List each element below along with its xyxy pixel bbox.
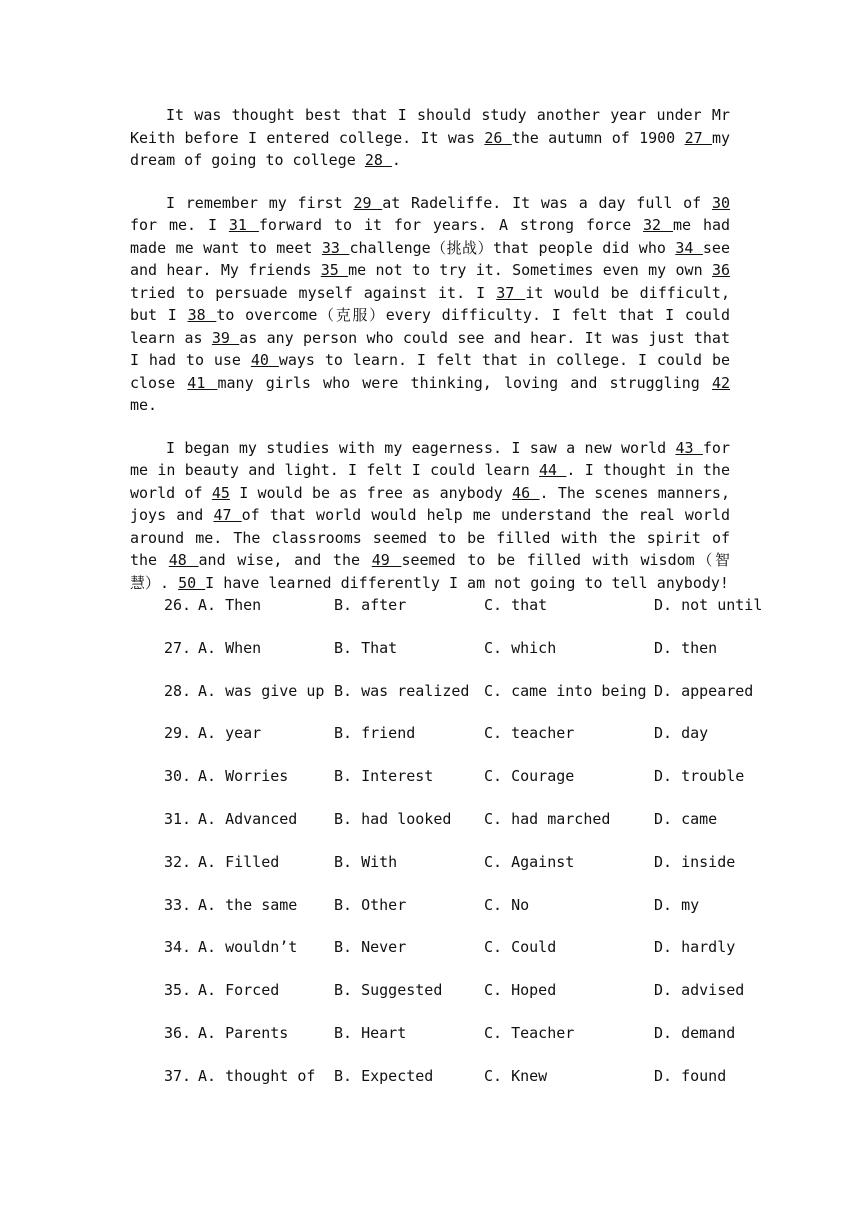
blank-41: 41 [187,373,218,392]
blank-37: 37 [496,283,526,302]
question-number: 36. [164,1023,192,1042]
question-row [164,894,730,937]
blank-43: 43 [675,438,703,457]
option-a: A. Then [198,596,262,614]
blank-34: 34 [675,238,703,257]
blank-27: 27 [684,128,712,147]
paragraph-2 [130,192,730,417]
question-row [164,1022,736,1065]
question-row [164,594,763,637]
option-c: C. Courage [484,767,575,786]
option-c: C. had marched [484,809,611,828]
option-a: A. year [198,724,262,743]
passage-text: at Radeliffe. It was a day full of [382,193,712,212]
option-b: B. after [334,596,407,614]
option-d: D. trouble [654,767,745,786]
option-c: C. that [484,596,548,614]
blank-48: 48 [168,551,199,569]
blank-33: 33 [321,238,350,257]
blank-31: 31 [228,216,259,234]
blank-39: 39 [211,328,240,347]
question-number: 31. [164,809,192,828]
blank-50: 50 [178,573,206,592]
option-a: A. the same [198,895,298,914]
passage-text: the autumn of 1900 [511,128,685,147]
question-number: 26. [164,596,192,614]
question-row [164,680,754,723]
question-row [164,765,745,808]
blank-26: 26 [484,128,512,147]
blank-42: 42 [711,373,730,392]
passage-text: I would be as free as anybody [229,483,513,502]
paragraph-1 [130,104,730,172]
passage-text: . The scenes manners, joys and [130,483,730,524]
question-row [164,979,745,1022]
passage-text: as any person who could see and hear. It was just that I had to use [130,328,730,369]
option-b: B. With [334,852,398,871]
option-a: A. was give up [198,681,325,700]
option-c: C. No [484,895,530,914]
passage-text: me not to try it. Sometimes even my own [348,261,712,279]
passage-text: seemed to be filled with wisdom（智慧）. [130,551,730,592]
question-number: 32. [164,852,192,871]
option-a: A. Forced [198,981,280,1000]
passage-text: of that world would help me understand the real world around me. The classrooms seemed to be filled with the spirit of the [130,506,731,569]
option-c: C. came into being [484,681,647,700]
blank-30: 30 [711,193,730,212]
passage [130,104,730,614]
passage-text: my dream of going to college [130,128,731,169]
option-a: A. thought of [198,1066,316,1085]
option-a: A. Parents [198,1023,289,1042]
option-a: A. When [198,638,262,657]
option-b: B. Suggested [334,981,443,1000]
option-d: D. then [654,638,718,657]
question-row [164,851,736,894]
passage-text: many girls who were thinking, loving and struggling [217,373,712,392]
option-b: B. was realized [334,681,470,700]
passage-text: I remember my first [166,193,354,212]
option-a: A. wouldn’t [198,938,298,957]
question-number: 34. [164,938,192,957]
option-b: B. Heart [334,1023,407,1042]
passage-text: me had made me want to meet [130,216,731,257]
option-d: D. demand [654,1023,736,1042]
blank-38: 38 [187,306,217,324]
option-c: C. Hoped [484,981,557,1000]
option-c: C. Could [484,938,557,957]
passage-text: I have learned differently I am not going to tell anybody! [205,573,729,592]
option-d: D. appeared [654,681,754,700]
option-c: C. Teacher [484,1023,575,1042]
option-a: A. Worries [198,767,289,786]
passage-text: . I thought in the world of [130,461,730,502]
passage-text: ways to learn. I felt that in college. I could be close [130,351,731,392]
option-c: C. which [484,638,557,657]
passage-text: for me. I [130,216,229,234]
passage-text: for me in beauty and light. I felt I could learn [130,438,730,479]
question-row [164,1065,730,1108]
option-b: B. had looked [334,809,452,828]
passage-text: and wise, and the [198,551,372,569]
blank-47: 47 [213,506,242,524]
blank-32: 32 [643,216,673,234]
option-d: D. found [654,1066,727,1085]
paragraph-3 [130,437,730,595]
question-number: 27. [164,638,192,657]
option-d: D. day [654,724,709,743]
passage-text: me. [130,396,158,414]
blank-40: 40 [250,351,279,369]
question-number: 37. [164,1066,192,1085]
question-number: 29. [164,724,192,743]
option-b: B. Other [334,895,407,914]
question-row [164,722,730,765]
passage-text: . [391,151,401,169]
blank-28: 28 [364,151,392,169]
question-row [164,936,736,979]
blank-35: 35 [320,261,349,279]
question-number: 35. [164,981,192,1000]
option-b: B. friend [334,724,416,743]
option-d: D. not until [654,596,763,614]
blank-49: 49 [371,551,402,569]
blank-45: 45 [211,483,230,502]
blank-29: 29 [353,193,383,212]
option-a: A. Filled [198,852,280,871]
option-c: C. teacher [484,724,575,743]
question-number: 30. [164,767,192,786]
passage-text: challenge（挑战）that people did who [349,238,676,257]
option-a: A. Advanced [198,809,298,828]
option-d: D. my [654,895,700,914]
option-d: D. advised [654,981,745,1000]
option-d: D. inside [654,852,736,871]
passage-text: see and hear. My friends [130,238,730,279]
option-c: C. Against [484,852,575,871]
option-d: D. came [654,809,718,828]
passage-text: I began my studies with my eagerness. I saw a new world [166,438,676,457]
question-row [164,808,730,851]
passage-text: tried to persuade myself against it. I [130,283,497,302]
option-b: B. That [334,638,398,657]
option-b: B. Interest [334,767,434,786]
passage-text: it would be difficult, but I [130,283,730,324]
passage-text: It was thought best that I should study another year under Mr Keith before I entered college. It was [130,106,730,147]
question-number: 33. [164,895,192,914]
passage-text: forward to it for years. A strong force [258,216,644,234]
option-c: C. Knew [484,1066,548,1085]
option-b: B. Expected [334,1066,434,1085]
question-row [164,637,730,680]
passage-text: to overcome（克服）every difficulty. I felt that I could learn as [130,306,731,347]
question-number: 28. [164,681,192,700]
blank-46: 46 [512,483,540,502]
options-list [164,594,763,1108]
option-b: B. Never [334,938,407,957]
option-d: D. hardly [654,938,736,957]
blank-44: 44 [539,461,567,479]
blank-36: 36 [711,261,730,279]
